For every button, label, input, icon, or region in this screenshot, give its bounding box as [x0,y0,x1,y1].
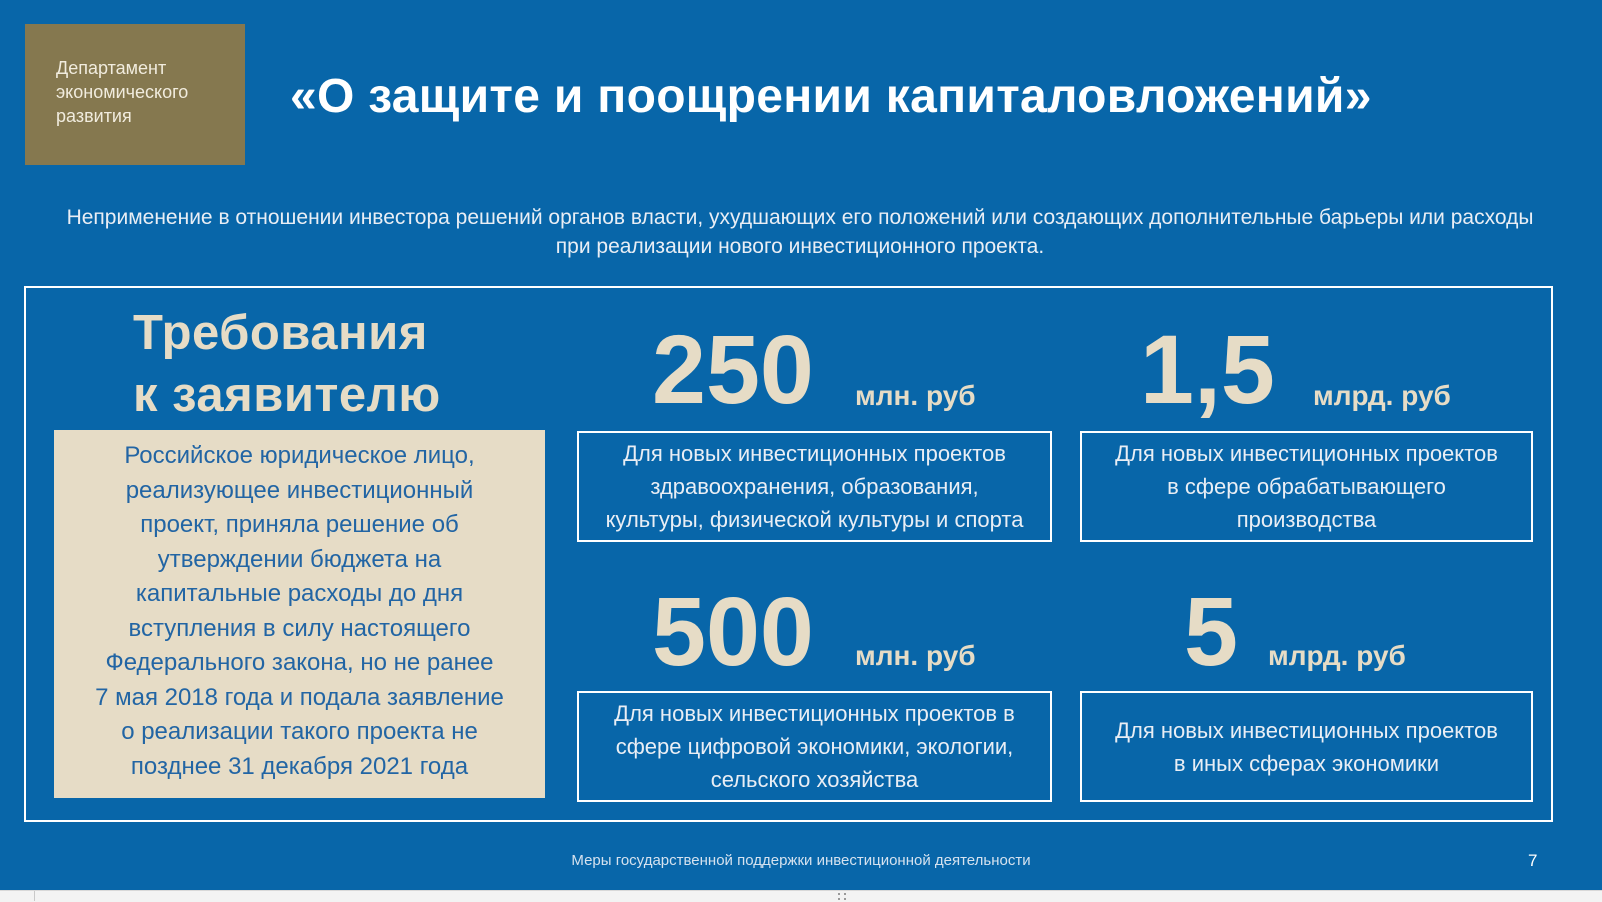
requirements-text-line: позднее 31 декабря 2021 года [130,752,469,780]
threshold-unit: млрд. руб [1313,380,1451,411]
threshold-unit: млн. руб [855,640,976,671]
department-line: экономического [56,82,189,102]
requirements-text-line: Российское юридическое лицо, [124,442,475,469]
requirements-text-line: вступления в силу настоящего [128,614,471,642]
threshold-amount: 250 [652,315,814,424]
threshold-card-line: сфере цифровой экономики, экологии, [615,734,1014,759]
threshold-amount: 5 [1184,577,1238,686]
department-line: Департамент [56,58,167,78]
threshold-card-line: сельского хозяйства [710,767,919,792]
requirements-text-line: Федерального закона, но не ранее [105,649,494,676]
requirements-text-line: проект, приняла решение об [140,511,459,538]
threshold-amount: 1,5 [1140,315,1275,424]
threshold-card [1080,691,1533,802]
page-number: 7 [1528,851,1538,870]
threshold-card-line: Для новых инвестиционных проектов [623,441,1006,466]
threshold-unit: млрд. руб [1268,640,1406,671]
department-badge [25,24,245,165]
horizontal-scrollbar[interactable] [0,890,1602,902]
threshold-card [577,691,1052,802]
department-line: развития [56,106,132,126]
slide-title: «О защите и поощрении капиталовложений» [290,70,1372,123]
threshold-card-line: производства [1236,507,1377,532]
threshold-unit: млн. руб [855,380,976,411]
requirements-text-line: о реализации такого проекта не [121,718,478,745]
requirements-text-line: реализующее инвестиционный [125,476,474,504]
requirements-text-box [54,430,545,798]
scrollbar-divider [34,891,35,901]
scrollbar-grip-icon[interactable] [838,893,846,900]
requirements-heading [133,302,441,426]
requirements-text-line: капитальные расходы до дня [135,580,464,607]
threshold-amount: 500 [652,577,814,686]
requirements-heading-line: к заявителю [133,368,441,422]
threshold-card-line: Для новых инвестиционных проектов [1115,441,1498,466]
threshold-card-line: в сфере обрабатывающего [1167,474,1446,499]
threshold-card-line: Для новых инвестиционных проектов в [614,701,1015,726]
footer-caption: Меры государственной поддержки инвестиционной деятельности [571,852,1031,869]
requirements-text-line: 7 мая 2018 года и подала заявление [95,683,504,711]
threshold-card-line: культуры, физической культуры и спорта [605,507,1024,532]
requirements-heading-line: Требования [133,306,428,360]
threshold-card [577,431,1052,542]
threshold-card [1080,431,1533,542]
threshold-card-line: здравоохранения, образования, [650,474,979,499]
requirements-text-line: утверждении бюджета на [157,545,442,573]
slide-subtitle: Неприменение в отношении инвестора решений органов власти, ухудшающих его положений или создающих дополнительные барьеры или расходы при реализации нового инвестиционного проекта. [66,206,1534,258]
threshold-card-line: Для новых инвестиционных проектов [1115,717,1498,743]
threshold-card-line: в иных сферах экономики [1173,750,1440,776]
